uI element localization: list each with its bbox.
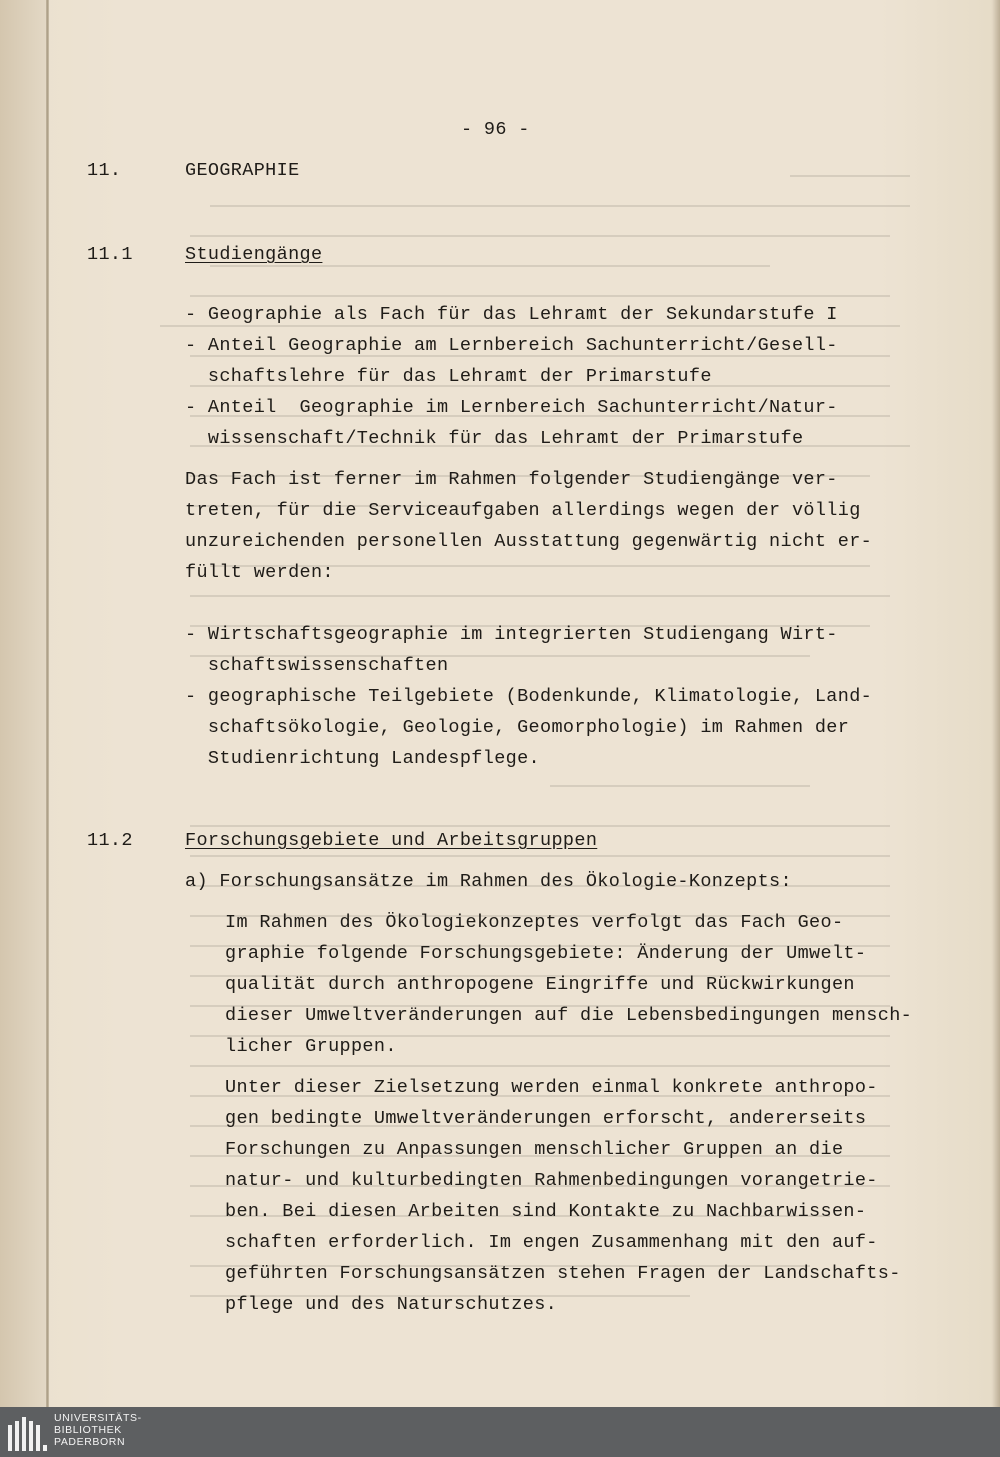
paragraph-line: Das Fach ist ferner im Rahmen folgender Studiengänge ver- <box>185 469 838 490</box>
list-line: - Wirtschaftsgeographie im integrierten Studiengang Wirt- <box>185 624 838 645</box>
list-line: - geographische Teilgebiete (Bodenkunde, Klimatologie, Land- <box>185 686 873 707</box>
paragraph-line: qualität durch anthropogene Eingriffe und Rückwirkungen <box>225 974 855 995</box>
page-number: - 96 - <box>461 119 530 140</box>
list-line: schaftswissenschaften <box>185 655 449 676</box>
subsection-number: 11.2 <box>87 830 133 851</box>
paragraph-line: geführten Forschungsansätzen stehen Fragen der Landschafts- <box>225 1263 901 1284</box>
section-title: GEOGRAPHIE <box>185 160 300 181</box>
subsection-number: 11.1 <box>87 244 133 265</box>
paragraph-line: füllt werden: <box>185 562 334 583</box>
paragraph-line: ben. Bei diesen Arbeiten sind Kontakte zu Nachbarwissen- <box>225 1201 867 1222</box>
subsection-heading: Studiengänge <box>185 244 323 265</box>
list-line: schaftslehre für das Lehramt der Primarstufe <box>185 366 712 387</box>
library-logo-icon <box>8 1415 48 1451</box>
paragraph-line: dieser Umweltveränderungen auf die Lebensbedingungen mensch- <box>225 1005 913 1026</box>
list-line: schaftsökologie, Geologie, Geomorphologie) im Rahmen der <box>185 717 850 738</box>
binding-shadow <box>0 0 46 1407</box>
page-edge <box>992 0 1000 1407</box>
list-line: - Anteil Geographie am Lernbereich Sachunterricht/Gesell- <box>185 335 838 356</box>
library-logo-text <box>54 1412 142 1448</box>
paragraph-line: licher Gruppen. <box>225 1036 397 1057</box>
list-line: - Anteil Geographie im Lernbereich Sachunterricht/Natur- <box>185 397 838 418</box>
paragraph-line: pflege und des Naturschutzes. <box>225 1294 558 1315</box>
library-footer <box>0 1407 1000 1457</box>
paragraph-line: unzureichenden personellen Ausstattung gegenwärtig nicht er- <box>185 531 873 552</box>
paragraph-line: schaften erforderlich. Im engen Zusammenhang mit den auf- <box>225 1232 878 1253</box>
paragraph-line: Unter dieser Zielsetzung werden einmal konkrete anthropo- <box>225 1077 878 1098</box>
paragraph-line: graphie folgende Forschungsgebiete: Änderung der Umwelt- <box>225 943 867 964</box>
list-line: Studienrichtung Landespflege. <box>185 748 541 769</box>
logo-line: BIBLIOTHEK <box>54 1424 122 1436</box>
paragraph-line: Forschungen zu Anpassungen menschlicher Gruppen an die <box>225 1139 844 1160</box>
paragraph-line: Im Rahmen des Ökologiekonzeptes verfolgt das Fach Geo- <box>225 912 844 933</box>
list-line: - Geographie als Fach für das Lehramt der Sekundarstufe I <box>185 304 838 325</box>
paragraph-line: gen bedingte Umweltveränderungen erforscht, andererseits <box>225 1108 867 1129</box>
section-number: 11. <box>87 160 122 181</box>
logo-line: PADERBORN <box>54 1436 126 1448</box>
paragraph-line: natur- und kulturbedingten Rahmenbedingungen vorangetrie- <box>225 1170 878 1191</box>
list-item-a: a) Forschungsansätze im Rahmen des Ökologie-Konzepts: <box>185 871 792 892</box>
list-line: wissenschaft/Technik für das Lehramt der Primarstufe <box>185 428 804 449</box>
binding-gutter <box>46 0 49 1407</box>
paragraph-line: treten, für die Serviceaufgaben allerdings wegen der völlig <box>185 500 861 521</box>
logo-line: UNIVERSITÄTS- <box>54 1412 142 1424</box>
subsection-heading: Forschungsgebiete und Arbeitsgruppen <box>185 830 598 851</box>
